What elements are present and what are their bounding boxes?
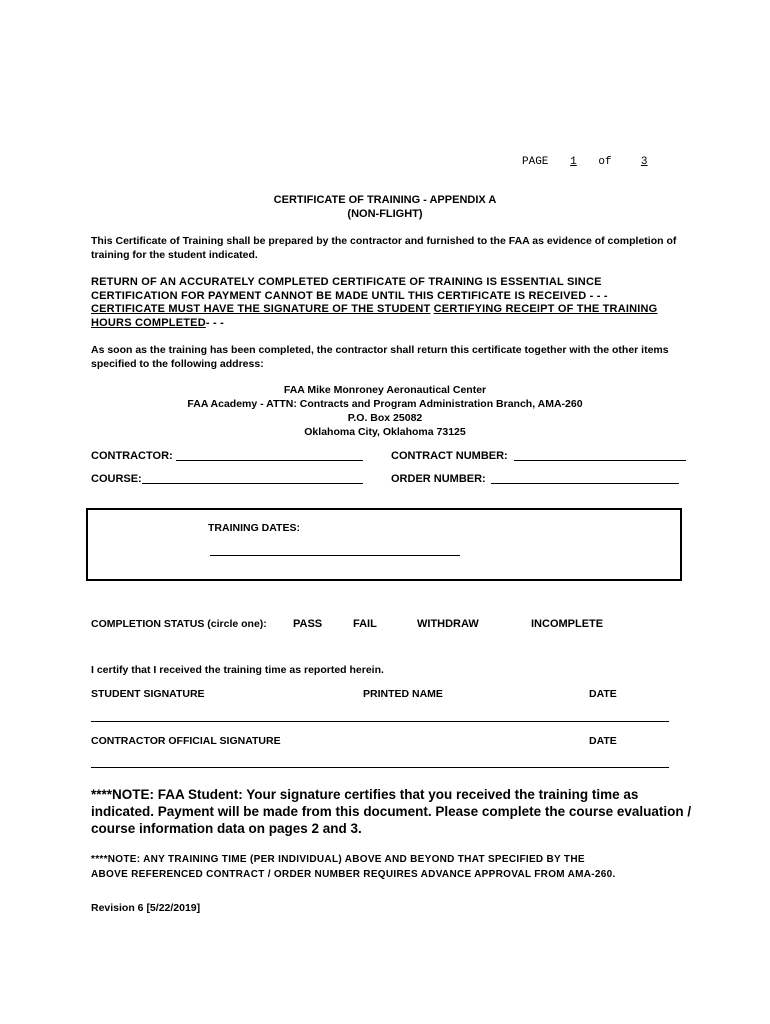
page-of: of [598, 156, 612, 168]
revision-label: Revision 6 [5/22/2019] [91, 902, 201, 914]
intro-line-1: This Certificate of Training shall be prepared by the contractor and furnished to the FAA as evidence of completion of [91, 235, 677, 247]
return-notice-line-4 [91, 316, 224, 330]
status-option-pass[interactable]: PASS [293, 618, 323, 630]
return-instructions-line-2: specified to the following address: [91, 358, 264, 370]
return-notice-hours-completed: HOURS COMPLETED [91, 317, 206, 329]
course-field[interactable] [142, 483, 363, 484]
time-note-line-2: ABOVE REFERENCED CONTRACT / ORDER NUMBER REQUIRES ADVANCE APPROVAL FROM AMA-260. [91, 869, 616, 880]
order-number-label: ORDER NUMBER: [391, 473, 486, 485]
course-label: COURSE: [91, 473, 142, 485]
address-line-3: P.O. Box 25082 [347, 412, 423, 424]
training-dates-field[interactable] [210, 555, 460, 556]
form-title: CERTIFICATE OF TRAINING - APPENDIX A [273, 194, 497, 206]
return-notice-line-2: CERTIFICATION FOR PAYMENT CANNOT BE MADE UNTIL THIS CERTIFICATE IS RECEIVED - - - [91, 290, 608, 302]
student-signature-label: STUDENT SIGNATURE [91, 688, 205, 700]
date-label: DATE [589, 688, 617, 700]
training-dates-label: TRAINING DATES: [208, 522, 300, 534]
page-prefix: PAGE [522, 156, 549, 168]
return-notice-line-3 [91, 302, 657, 316]
page-indicator [522, 156, 670, 168]
order-number-field[interactable] [491, 483, 679, 484]
contract-number-label: CONTRACT NUMBER: [391, 450, 508, 462]
contractor-signature-line[interactable] [91, 767, 669, 768]
student-note-line-2: indicated. Payment will be made from this document. Please complete the course evaluation / [91, 804, 692, 819]
student-note-line-1: ****NOTE: FAA Student: Your signature certifies that you received the training time as [91, 787, 639, 802]
return-notice-certifying-receipt: CERTIFYING RECEIPT OF THE TRAINING [433, 303, 658, 315]
student-note-line-3: course information data on pages 2 and 3. [91, 821, 362, 836]
return-notice-signature-requirement: CERTIFICATE MUST HAVE THE SIGNATURE OF THE STUDENT [91, 303, 431, 315]
intro-line-2: training for the student indicated. [91, 249, 258, 261]
form-subtitle: (NON-FLIGHT) [347, 208, 423, 220]
address-line-1: FAA Mike Monroney Aeronautical Center [283, 384, 487, 396]
contractor-field[interactable] [176, 460, 363, 461]
contractor-date-label: DATE [589, 735, 617, 747]
status-option-incomplete[interactable]: INCOMPLETE [531, 618, 604, 630]
time-note-line-1: ****NOTE: ANY TRAINING TIME (PER INDIVIDUAL) ABOVE AND BEYOND THAT SPECIFIED BY THE [91, 854, 585, 865]
page-total: 3 [640, 156, 648, 168]
contractor-label: CONTRACTOR: [91, 450, 173, 462]
contractor-signature-label: CONTRACTOR OFFICIAL SIGNATURE [91, 735, 281, 747]
status-option-withdraw[interactable]: WITHDRAW [417, 618, 479, 630]
contract-number-field[interactable] [514, 460, 686, 461]
address-line-4: Oklahoma City, Oklahoma 73125 [304, 426, 466, 438]
training-dates-box [86, 508, 682, 581]
page-current: 1 [570, 156, 577, 168]
completion-status-label: COMPLETION STATUS (circle one): [91, 618, 267, 630]
certification-statement: I certify that I received the training time as reported herein. [91, 664, 384, 676]
return-instructions-line-1: As soon as the training has been completed, the contractor shall return this certificate together with the other items [91, 344, 669, 356]
address-line-2: FAA Academy - ATTN: Contracts and Program Administration Branch, AMA-260 [187, 398, 583, 410]
status-option-fail[interactable]: FAIL [353, 618, 377, 630]
return-notice-line-1: RETURN OF AN ACCURATELY COMPLETED CERTIFICATE OF TRAINING IS ESSENTIAL SINCE [91, 276, 602, 288]
return-notice-tail: - - - [205, 317, 224, 329]
printed-name-label: PRINTED NAME [363, 688, 443, 700]
student-signature-line[interactable] [91, 721, 669, 722]
